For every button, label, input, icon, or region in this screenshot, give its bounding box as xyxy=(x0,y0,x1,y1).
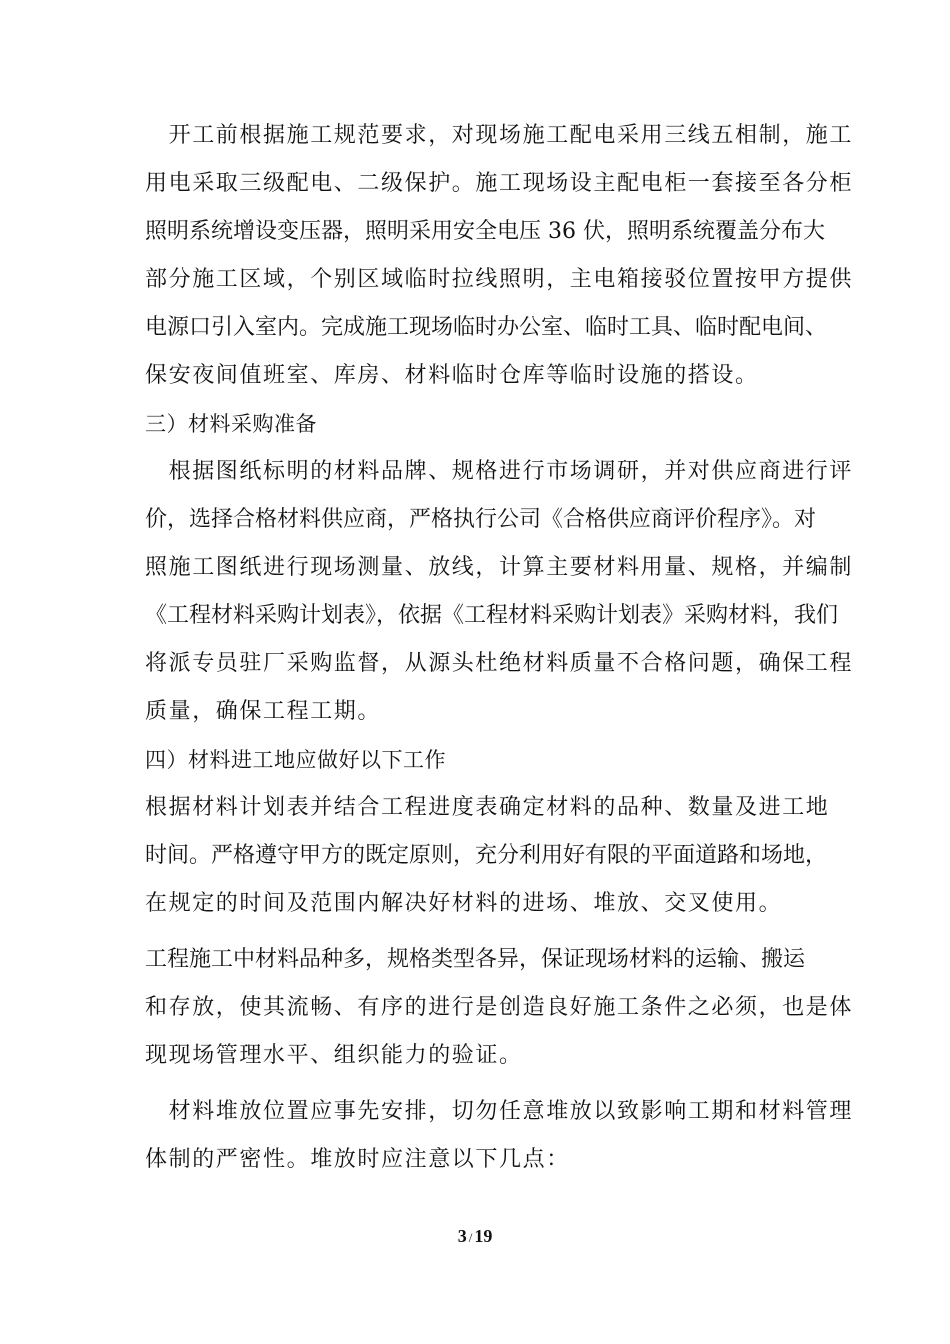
text-line: 将派专员驻厂采购监督，从源头杜绝材料质量不合格问题，确保工程 xyxy=(145,651,854,676)
page-number xyxy=(0,1226,950,1247)
section-heading-material-procurement: 三）材料采购准备 xyxy=(145,412,317,436)
text-line: 质量，确保工程工期。 xyxy=(145,699,382,724)
text-line: 根据材料计划表并结合工程进度表确定材料的品种、数量及进工地 xyxy=(145,795,830,820)
paragraph-material-handling xyxy=(145,936,854,1080)
page-separator: / xyxy=(468,1230,473,1245)
text-line: 《工程材料采购计划表》，依据《工程材料采购计划表》采购材料，我们 xyxy=(145,603,839,628)
text-line: 现现场管理水平、组织能力的验证。 xyxy=(145,1043,523,1068)
document-body xyxy=(145,112,854,1184)
current-page-number: 3 xyxy=(457,1226,467,1246)
text-line: 体制的严密性。堆放时应注意以下几点： xyxy=(145,1147,570,1172)
paragraph-electrical-setup xyxy=(145,112,854,400)
text-line: 照明系统增设变压器，照明采用安全电压 36 伏，照明系统覆盖分布大 xyxy=(145,219,825,244)
text-line: 开工前根据施工规范要求，对现场施工配电采用三线五相制，施工 xyxy=(145,123,854,148)
text-line: 用电采取三级配电、二级保护。施工现场设主配电柜一套接至各分柜 xyxy=(145,171,854,196)
text-line: 价，选择合格材料供应商，严格执行公司《合格供应商评价程序》。对 xyxy=(145,507,817,532)
text-line: 根据图纸标明的材料品牌、规格进行市场调研，并对供应商进行评 xyxy=(145,459,854,484)
text-line: 照施工图纸进行现场测量、放线，计算主要材料用量、规格，并编制 xyxy=(145,555,854,580)
paragraph-material-stacking xyxy=(145,1088,854,1184)
text-line: 材料堆放位置应事先安排，切勿任意堆放以致影响工期和材料管理 xyxy=(145,1099,854,1124)
paragraph-material-schedule xyxy=(145,784,830,928)
paragraph-spacing xyxy=(145,1080,813,1088)
paragraph-spacing xyxy=(145,928,813,936)
paragraph-procurement xyxy=(145,448,854,736)
section-heading-material-entry: 四）材料进工地应做好以下工作 xyxy=(145,748,446,772)
text-line: 和存放，使其流畅、有序的进行是创造良好施工条件之必须，也是体 xyxy=(145,995,854,1020)
text-line: 工程施工中材料品种多，规格类型各异，保证现场材料的运输、搬运 xyxy=(145,947,806,972)
text-line: 保安夜间值班室、库房、材料临时仓库等临时设施的搭设。 xyxy=(145,363,759,388)
text-line: 电源口引入室内。完成施工现场临时办公室、临时工具、临时配电间、 xyxy=(145,315,828,340)
text-line: 时间。严格遵守甲方的既定原则，充分利用好有限的平面道路和场地， xyxy=(145,843,828,868)
total-pages-number: 19 xyxy=(474,1226,493,1246)
text-line: 部分施工区域，个别区域临时拉线照明，主电箱接驳位置按甲方提供 xyxy=(145,267,854,292)
text-line: 在规定的时间及范围内解决好材料的进场、堆放、交叉使用。 xyxy=(145,891,783,916)
